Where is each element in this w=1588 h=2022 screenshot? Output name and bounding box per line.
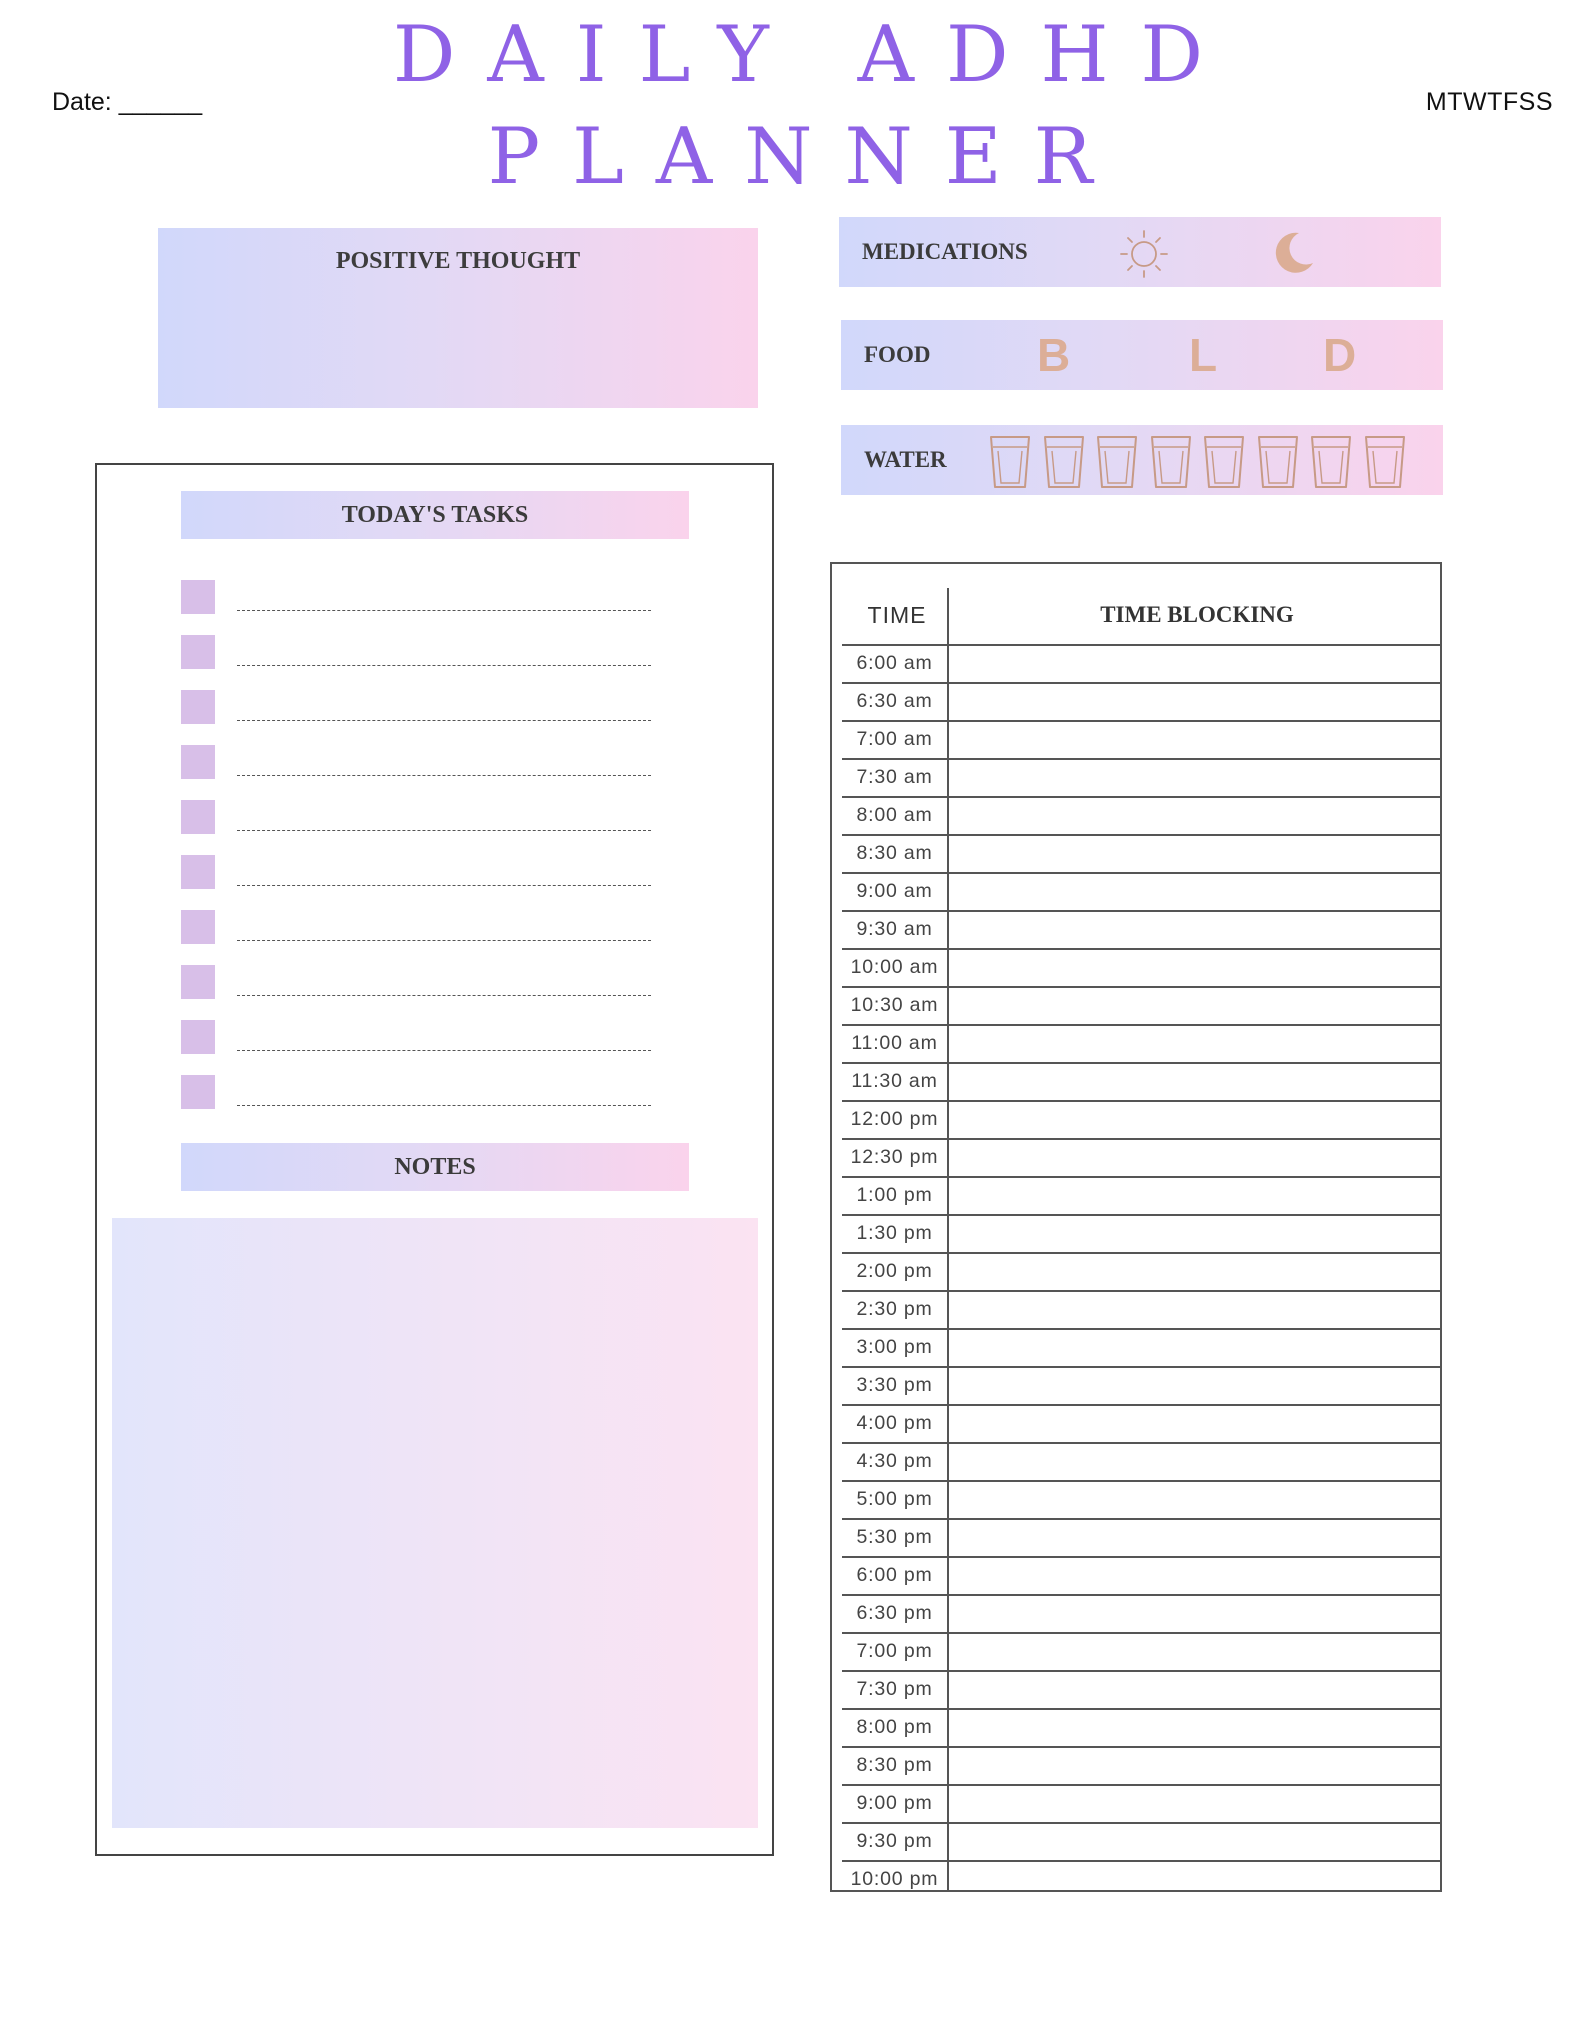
task-input-line[interactable] <box>237 830 651 831</box>
time-slot-row[interactable] <box>842 1746 1442 1784</box>
time-slot-row[interactable] <box>842 986 1442 1024</box>
time-slot-row[interactable] <box>842 1214 1442 1252</box>
time-slot-label: 5:00 pm <box>856 1488 933 1510</box>
time-slot-label: 6:00 am <box>856 652 933 674</box>
dinner-checkbox[interactable]: D <box>1323 329 1357 381</box>
time-slot-label: 10:30 am <box>850 994 939 1016</box>
time-blocking-column-header: TIME BLOCKING <box>1100 602 1294 627</box>
medications-bar <box>839 217 1441 287</box>
time-column-header: TIME <box>867 602 927 628</box>
task-input-line[interactable] <box>237 885 651 886</box>
time-slot-row[interactable] <box>842 910 1442 948</box>
time-slot-label: 5:30 pm <box>856 1526 933 1548</box>
time-slot-label: 9:00 pm <box>856 1792 933 1814</box>
time-slot-row[interactable] <box>842 758 1442 796</box>
task-row <box>181 690 741 724</box>
date-field[interactable]: Date: ______ <box>52 88 203 116</box>
glass-icon[interactable] <box>1203 433 1245 494</box>
time-slot-label: 6:30 am <box>856 690 933 712</box>
time-slot-label: 8:30 am <box>856 842 933 864</box>
time-slot-row[interactable] <box>842 1480 1442 1518</box>
time-slot-label: 6:00 pm <box>856 1564 933 1586</box>
task-checkbox[interactable] <box>181 910 215 944</box>
task-input-line[interactable] <box>237 665 651 666</box>
glass-icon[interactable] <box>1364 433 1406 494</box>
time-slot-row[interactable] <box>842 948 1442 986</box>
tasks-notes-panel <box>95 463 774 1856</box>
time-slot-label: 7:30 pm <box>856 1678 933 1700</box>
tasks-heading: TODAY'S TASKS <box>181 491 689 539</box>
time-slot-label: 12:00 pm <box>850 1108 939 1130</box>
task-row <box>181 1020 741 1054</box>
task-input-line[interactable] <box>237 720 651 721</box>
time-slot-label: 8:00 am <box>856 804 933 826</box>
task-input-line[interactable] <box>237 1050 651 1051</box>
lunch-checkbox[interactable]: L <box>1189 329 1218 381</box>
time-slot-row[interactable] <box>842 1252 1442 1290</box>
glass-icon[interactable] <box>1096 433 1138 494</box>
time-slot-label: 8:00 pm <box>856 1716 933 1738</box>
time-slot-label: 7:00 pm <box>856 1640 933 1662</box>
water-bar <box>841 425 1443 495</box>
time-slot-label: 10:00 am <box>850 956 939 978</box>
time-slot-row[interactable] <box>842 1784 1442 1822</box>
sun-icon[interactable] <box>1119 229 1169 284</box>
task-input-line[interactable] <box>237 610 651 611</box>
task-row <box>181 910 741 944</box>
time-slot-label: 7:00 am <box>856 728 933 750</box>
task-checkbox[interactable] <box>181 690 215 724</box>
time-slot-row[interactable] <box>842 1708 1442 1746</box>
time-slot-row[interactable] <box>842 1328 1442 1366</box>
time-slot-row[interactable] <box>842 1100 1442 1138</box>
positive-thought-box[interactable] <box>158 228 758 408</box>
page-title-line-1: DAILY ADHD <box>392 10 1236 100</box>
glass-icon[interactable] <box>1310 433 1352 494</box>
task-row <box>181 855 741 889</box>
task-checkbox[interactable] <box>181 855 215 889</box>
time-slot-row[interactable] <box>842 796 1442 834</box>
time-slot-label: 7:30 am <box>856 766 933 788</box>
time-slot-row[interactable] <box>842 872 1442 910</box>
task-row <box>181 745 741 779</box>
time-slot-label: 10:00 pm <box>850 1868 939 1890</box>
time-slot-label: 8:30 pm <box>856 1754 933 1776</box>
time-slot-row[interactable] <box>842 1670 1442 1708</box>
notes-area[interactable] <box>112 1218 758 1828</box>
medications-label: MEDICATIONS <box>862 239 1028 264</box>
time-slot-label: 2:00 pm <box>856 1260 933 1282</box>
task-checkbox[interactable] <box>181 1075 215 1109</box>
task-input-line[interactable] <box>237 940 651 941</box>
task-input-line[interactable] <box>237 1105 651 1106</box>
time-slot-row[interactable] <box>842 644 1442 682</box>
task-input-line[interactable] <box>237 775 651 776</box>
food-bar <box>841 320 1443 390</box>
time-slot-row[interactable] <box>842 1290 1442 1328</box>
time-slot-row[interactable] <box>842 1176 1442 1214</box>
task-row <box>181 635 741 669</box>
task-checkbox[interactable] <box>181 635 215 669</box>
page-title-line-2: PLANNER <box>487 112 1125 202</box>
time-slot-label: 9:30 am <box>856 918 933 940</box>
task-row <box>181 580 741 614</box>
time-slot-label: 12:30 pm <box>850 1146 939 1168</box>
time-slot-label: 4:30 pm <box>856 1450 933 1472</box>
task-row <box>181 1075 741 1109</box>
time-rows <box>832 564 1440 1890</box>
time-slot-row[interactable] <box>842 1138 1442 1176</box>
moon-icon[interactable] <box>1269 229 1317 282</box>
time-slot-label: 9:00 am <box>856 880 933 902</box>
task-row <box>181 800 741 834</box>
time-slot-label: 4:00 pm <box>856 1412 933 1434</box>
food-label: FOOD <box>864 342 931 367</box>
time-slot-row[interactable] <box>842 1632 1442 1670</box>
water-label: WATER <box>864 447 947 472</box>
task-checkbox[interactable] <box>181 1020 215 1054</box>
task-row <box>181 965 741 999</box>
time-slot-row[interactable] <box>842 682 1442 720</box>
time-slot-row[interactable] <box>842 1594 1442 1632</box>
time-slot-row[interactable] <box>842 1822 1442 1860</box>
time-slot-row[interactable] <box>842 1860 1442 1898</box>
breakfast-checkbox[interactable]: B <box>1037 329 1071 381</box>
task-checkbox[interactable] <box>181 800 215 834</box>
glass-icon[interactable] <box>1150 433 1192 494</box>
glass-icon[interactable] <box>1257 433 1299 494</box>
task-checkbox[interactable] <box>181 965 215 999</box>
time-slot-label: 2:30 pm <box>856 1298 933 1320</box>
time-slot-row[interactable] <box>842 1404 1442 1442</box>
time-slot-row[interactable] <box>842 1366 1442 1404</box>
task-checkbox[interactable] <box>181 580 215 614</box>
time-slot-row[interactable] <box>842 1518 1442 1556</box>
time-slot-row[interactable] <box>842 1024 1442 1062</box>
task-input-line[interactable] <box>237 995 651 996</box>
time-slot-label: 1:30 pm <box>856 1222 933 1244</box>
notes-heading: NOTES <box>181 1143 689 1191</box>
time-slot-label: 3:00 pm <box>856 1336 933 1358</box>
time-slot-label: 11:30 am <box>851 1070 938 1092</box>
weekday-selector[interactable]: MTWTFSS <box>1425 88 1553 116</box>
time-slot-label: 6:30 pm <box>856 1602 933 1624</box>
time-slot-row[interactable] <box>842 1062 1442 1100</box>
time-slot-label: 11:00 am <box>851 1032 938 1054</box>
glass-icon[interactable] <box>989 433 1031 494</box>
time-slot-label: 9:30 pm <box>856 1830 933 1852</box>
time-blocking-table <box>830 562 1442 1892</box>
time-slot-row[interactable] <box>842 834 1442 872</box>
task-checkbox[interactable] <box>181 745 215 779</box>
time-slot-row[interactable] <box>842 1442 1442 1480</box>
glass-icon[interactable] <box>1043 433 1085 494</box>
time-slot-label: 3:30 pm <box>856 1374 933 1396</box>
time-slot-label: 1:00 pm <box>856 1184 933 1206</box>
positive-thought-title: POSITIVE THOUGHT <box>335 248 581 274</box>
time-slot-row[interactable] <box>842 1556 1442 1594</box>
time-slot-row[interactable] <box>842 720 1442 758</box>
